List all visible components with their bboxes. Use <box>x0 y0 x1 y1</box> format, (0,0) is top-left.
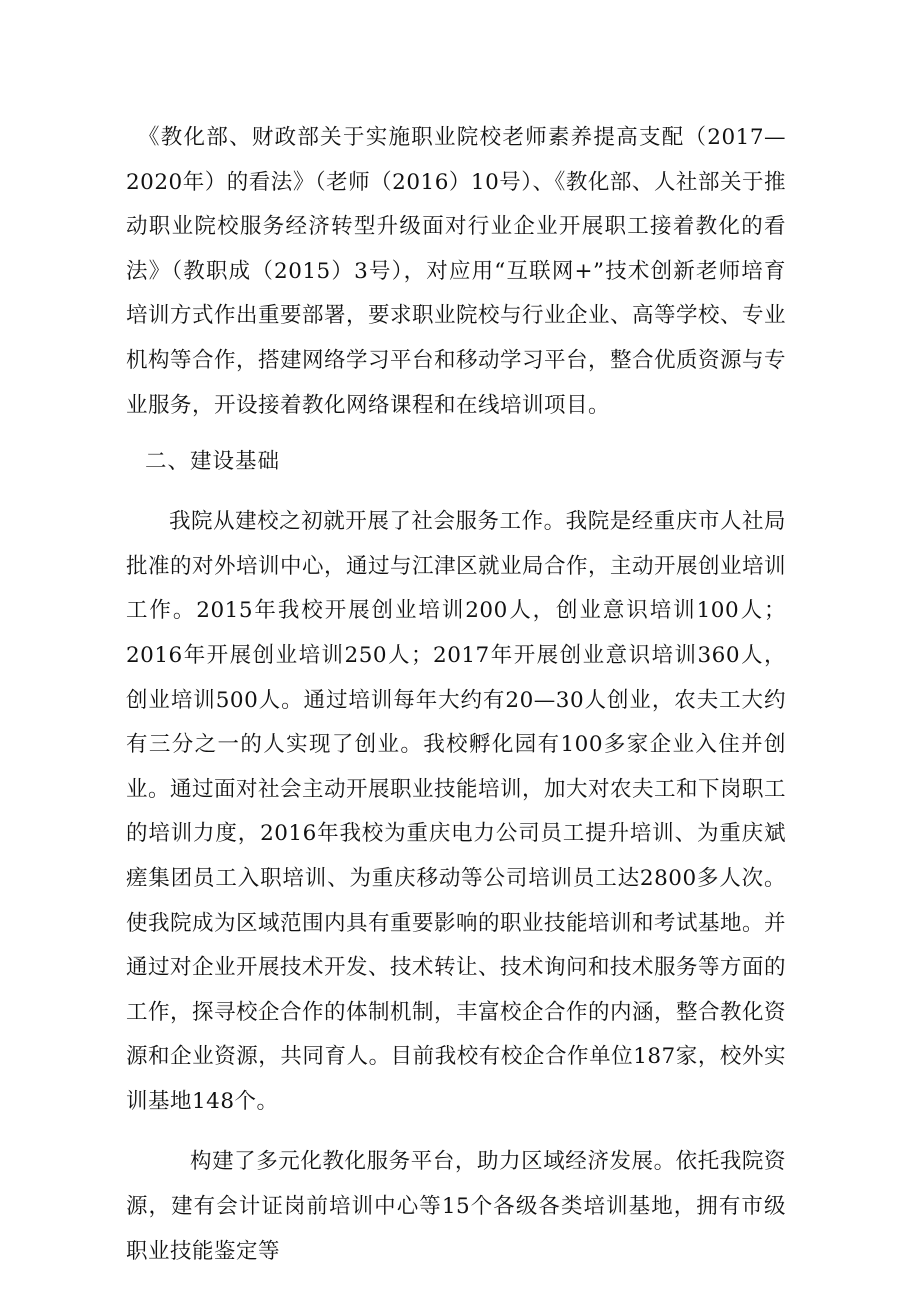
document-page <box>126 116 786 1274</box>
paragraph-service-platform: 构建了多元化教化服务平台，助力区域经济发展。依托我院资源，建有会计证岗前培训中心等15个各级各类培训基地，拥有市级职业技能鉴定等 <box>126 1149 786 1264</box>
section-heading-construction-basis: 二、建设基础 <box>145 449 281 475</box>
paragraph-social-service: 我院从建校之初就开展了社会服务工作。我院是经重庆市人社局批准的对外培训中心，通过与江津区就业局合作，主动开展创业培训工作。2015年我校开展创业培训200人，创业意识培训100人；2016年开展创业培训250人；2017年开展创业意识培训360人，创业培训500人。通过培训每年大约有20—30人创业，农夫工大约有三分之一的人实现了创业。我校孵化园有100多家企业入住并创业。通过面对社会主动开展职业技能培训，加大对农夫工和下岗职工的培训力度，2016年我校为重庆电力公司员工提升培训、为重庆斌瘥集团员工入职培训、为重庆移动等公司培训员工达2800多人次。使我院成为区域范围内具有重要影响的职业技能培训和考试基地。并通过对企业开展技术开发、技术转让、技术询问和技术服务等方面的工作，探寻校企合作的体制机制，丰富校企合作的内涵，整合教化资源和企业资源，共同育人。目前我校有校企合作单位187家，校外实训基地148个。 <box>126 509 787 1114</box>
paragraph-policy-references: 《教化部、财政部关于实施职业院校老师素养提高支配（2017—2020年）的看法》（老师（2016）10号）、《教化部、人社部关于推动职业院校服务经济转型升级面对行业企业开展职工接着教化的看法》（教职成（2015）3号），对应用“互联网+”技术创新老师培育培训方式作出重要部署，要求职业院校与行业企业、高等学校、专业机构等合作，搭建网络学习平台和移动学习平台，整合优质资源与专业服务，开设接着教化网络课程和在线培训项目。 <box>126 125 787 418</box>
